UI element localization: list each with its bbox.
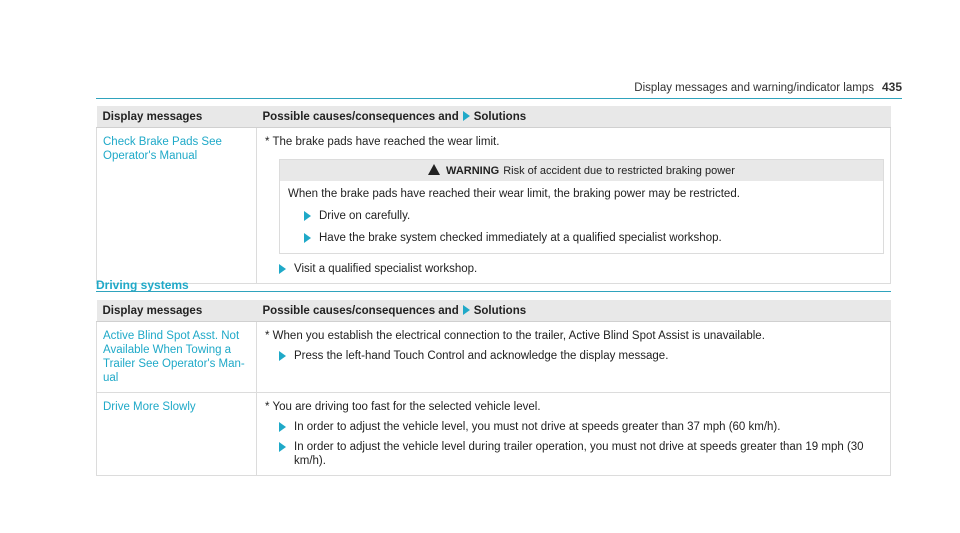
table-header-row <box>97 106 891 128</box>
warning-text: When the brake pads have reached their wear limit, the braking power may be restricted. <box>288 188 740 200</box>
driving-systems-table <box>96 300 891 476</box>
list-item: Have the brake system checked immediately at a qualified specialist workshop. <box>304 231 875 245</box>
warning-title: Risk of accident due to restricted braking power <box>503 165 735 177</box>
section-title: Driving systems <box>96 278 189 292</box>
warning-triangle-icon <box>428 164 440 175</box>
causes-cell <box>257 322 891 393</box>
arrow-right-icon <box>304 211 311 221</box>
warning-header <box>280 160 883 181</box>
display-message: Active Blind Spot Asst. Not Available When Towing a Trailer See Operator's Man-ual <box>97 322 257 393</box>
warning-body <box>280 181 883 253</box>
arrow-right-icon <box>279 422 286 432</box>
list-item: Press the left-hand Touch Control and acknowledge the display message. <box>279 349 884 363</box>
table-row <box>97 393 891 476</box>
list-item: Visit a qualified specialist workshop. <box>279 262 884 276</box>
causes-cell <box>257 128 891 284</box>
col-header-display-messages: Display messages <box>97 106 257 128</box>
arrow-right-icon <box>279 264 286 274</box>
brake-messages-table <box>96 106 891 284</box>
col-header-causes: Possible causes/consequences and Solutions <box>257 106 891 128</box>
section-rule <box>96 291 891 292</box>
solutions-arrow-icon <box>463 111 470 121</box>
page-number: 435 <box>881 80 902 94</box>
arrow-right-icon <box>304 233 311 243</box>
header-title: Display messages and warning/indicator lamps <box>634 82 874 94</box>
warning-label: WARNING <box>446 165 500 177</box>
arrow-right-icon <box>279 351 286 361</box>
cause-text: * When you establish the electrical connection to the trailer, Active Blind Spot Assist is unavailable. <box>265 330 765 342</box>
page-header <box>634 80 902 94</box>
list-item: In order to adjust the vehicle level, you must not drive at speeds greater than 37 mph (60 km/h). <box>279 420 884 434</box>
display-message: Check Brake Pads See Operator's Manual <box>97 128 257 284</box>
table-row <box>97 322 891 393</box>
arrow-right-icon <box>279 442 286 452</box>
list-item: Drive on carefully. <box>304 209 875 223</box>
cause-text: * The brake pads have reached the wear limit. <box>265 136 500 148</box>
causes-cell <box>257 393 891 476</box>
cause-text: * You are driving too fast for the selected vehicle level. <box>265 401 541 413</box>
warning-box <box>279 159 884 254</box>
col-header-display-messages: Display messages <box>97 300 257 322</box>
header-rule <box>96 98 902 99</box>
display-message: Drive More Slowly <box>97 393 257 476</box>
table-header-row <box>97 300 891 322</box>
solutions-arrow-icon <box>463 305 470 315</box>
col-header-causes: Possible causes/consequences and Solutions <box>257 300 891 322</box>
table-row <box>97 128 891 284</box>
list-item: In order to adjust the vehicle level during trailer operation, you must not drive at speeds greater than 19 mph (30 km/h). <box>279 440 884 468</box>
